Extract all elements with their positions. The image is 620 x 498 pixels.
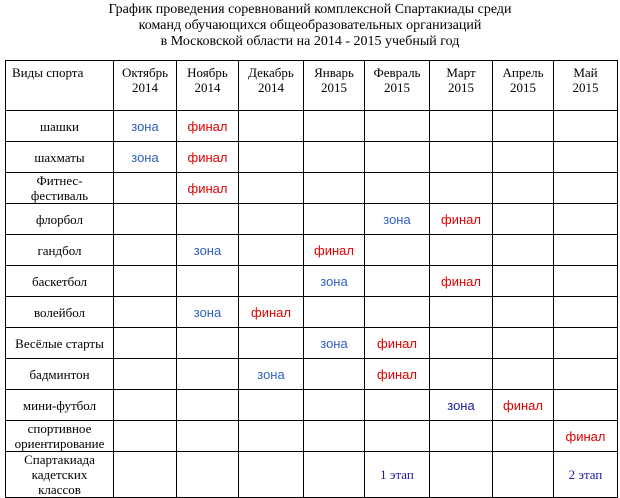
schedule-cell — [304, 173, 365, 204]
sport-name-cell — [6, 204, 114, 235]
schedule-cell — [114, 235, 177, 266]
stage-label: 2 этап — [568, 466, 603, 482]
stage-zone-label: зона — [447, 397, 475, 413]
title-line-1: График проведения соревнований комплексной Спартакиады среди — [108, 2, 512, 17]
schedule-cell — [493, 204, 554, 235]
stage-final-label: финал — [377, 366, 417, 382]
month-name: Ноябрь — [187, 65, 228, 80]
month-name: Февраль — [373, 65, 421, 80]
sport-name-line: флорбол — [35, 211, 84, 227]
month-year: 2015 — [321, 80, 347, 95]
header-month — [239, 61, 304, 111]
schedule-cell — [177, 359, 239, 390]
table-row — [6, 266, 618, 297]
schedule-cell — [177, 204, 239, 235]
schedule-cell — [177, 297, 239, 328]
stage-zone-label: зона — [320, 335, 348, 351]
sport-name-cell — [6, 235, 114, 266]
schedule-cell — [114, 173, 177, 204]
sport-name-line: волейбол — [33, 304, 86, 320]
header-month — [304, 61, 365, 111]
schedule-cell — [430, 359, 493, 390]
title-line-2: команд обучающихся общеобразовательных организаций — [138, 18, 482, 33]
sport-name-cell — [6, 142, 114, 173]
table-row — [6, 421, 618, 452]
month-year: 2015 — [510, 80, 536, 95]
sport-name-line: баскетбол — [31, 273, 88, 289]
schedule-cell — [554, 235, 618, 266]
schedule-cell — [554, 390, 618, 421]
header-month — [177, 61, 239, 111]
sport-name-line: шахматы — [34, 149, 85, 165]
schedule-cell — [304, 297, 365, 328]
stage-zone-label: зона — [383, 211, 411, 227]
schedule-cell — [493, 142, 554, 173]
schedule-cell — [365, 111, 430, 142]
sport-name-cell — [6, 328, 114, 359]
stage-zone-label: зона — [193, 242, 222, 258]
schedule-cell — [239, 421, 304, 452]
table-row — [6, 359, 618, 390]
schedule-cell — [239, 235, 304, 266]
schedule-cell — [177, 452, 239, 498]
month-name: Апрель — [502, 65, 544, 80]
schedule-cell — [430, 266, 493, 297]
schedule-cell — [430, 328, 493, 359]
month-name: Январь — [314, 65, 354, 80]
schedule-cell — [239, 452, 304, 498]
schedule-cell — [554, 359, 618, 390]
sport-name-line: мини-футбол — [22, 397, 97, 413]
schedule-cell — [304, 328, 365, 359]
schedule-cell — [430, 421, 493, 452]
table-row — [6, 204, 618, 235]
schedule-cell — [114, 328, 177, 359]
sport-name-cell — [6, 297, 114, 328]
header-month — [493, 61, 554, 111]
schedule-cell — [493, 359, 554, 390]
stage-zone-label: зона — [131, 149, 159, 165]
schedule-cell — [304, 204, 365, 235]
schedule-cell — [239, 390, 304, 421]
schedule-cell — [430, 142, 493, 173]
schedule-cell — [365, 421, 430, 452]
schedule-cell — [365, 266, 430, 297]
sport-name-line: кадетских — [31, 467, 88, 482]
schedule-cell — [177, 266, 239, 297]
schedule-cell — [304, 111, 365, 142]
month-name: Март — [446, 65, 476, 80]
schedule-cell — [304, 142, 365, 173]
table-row — [6, 328, 618, 359]
stage-final-label: финал — [565, 428, 606, 444]
sport-name-cell — [6, 421, 114, 452]
schedule-cell — [365, 142, 430, 173]
month-year: 2015 — [448, 80, 474, 95]
schedule-cell — [554, 111, 618, 142]
schedule-cell — [493, 266, 554, 297]
schedule-cell — [239, 173, 304, 204]
sport-name-line: Фитнес- — [36, 173, 83, 188]
sport-name-cell — [6, 173, 114, 204]
schedule-cell — [304, 421, 365, 452]
schedule-cell — [554, 173, 618, 204]
schedule-cell — [493, 421, 554, 452]
month-year: 2014 — [194, 80, 221, 95]
stage-final-label: финал — [314, 242, 354, 258]
header-month — [430, 61, 493, 111]
stage-final-label: финал — [187, 149, 228, 165]
schedule-cell — [365, 235, 430, 266]
schedule-cell — [239, 204, 304, 235]
sport-name-line: шашки — [39, 118, 80, 134]
schedule-cell — [554, 266, 618, 297]
schedule-cell — [493, 452, 554, 498]
schedule-cell — [304, 266, 365, 297]
schedule-cell — [114, 266, 177, 297]
stage-zone-label: зона — [193, 304, 222, 320]
sport-name-line: Спартакиада — [24, 452, 95, 467]
table-row — [6, 111, 618, 142]
sport-name-line: гандбол — [37, 242, 82, 258]
schedule-cell — [177, 421, 239, 452]
table-row — [6, 142, 618, 173]
schedule-cell — [304, 390, 365, 421]
document-title — [0, 2, 620, 50]
schedule-cell — [493, 111, 554, 142]
schedule-cell — [365, 328, 430, 359]
month-name: Октябрь — [121, 65, 169, 80]
table-row — [6, 297, 618, 328]
stage-final-label: финал — [441, 273, 481, 289]
stage-label: 1 этап — [380, 466, 414, 482]
schedule-cell — [114, 421, 177, 452]
schedule-cell — [430, 390, 493, 421]
schedule-cell — [430, 173, 493, 204]
schedule-cell — [239, 297, 304, 328]
stage-final-label: финал — [187, 180, 228, 196]
schedule-cell — [177, 142, 239, 173]
schedule-cell — [177, 111, 239, 142]
stage-final-label: финал — [187, 118, 228, 134]
schedule-cell — [177, 235, 239, 266]
schedule-cell — [493, 328, 554, 359]
header-month — [365, 61, 430, 111]
schedule-cell — [554, 421, 618, 452]
schedule-cell — [114, 204, 177, 235]
sport-name-line: фестиваль — [30, 188, 89, 203]
schedule-cell — [430, 235, 493, 266]
schedule-cell — [365, 390, 430, 421]
schedule-cell — [493, 297, 554, 328]
table-row — [6, 235, 618, 266]
schedule-cell — [177, 173, 239, 204]
schedule-cell — [114, 452, 177, 498]
schedule-cell — [239, 359, 304, 390]
schedule-cell — [493, 173, 554, 204]
schedule-cell — [114, 390, 177, 421]
sport-name-cell — [6, 452, 114, 498]
schedule-cell — [114, 111, 177, 142]
stage-final-label: финал — [503, 397, 543, 413]
sport-name-line: ориентирование — [14, 436, 105, 451]
stage-final-label: финал — [251, 304, 291, 320]
sport-name-cell — [6, 359, 114, 390]
schedule-cell — [365, 204, 430, 235]
schedule-table — [5, 60, 618, 498]
sport-name-line: классов — [38, 482, 81, 497]
schedule-cell — [114, 297, 177, 328]
schedule-cell — [365, 173, 430, 204]
schedule-cell — [430, 204, 493, 235]
schedule-cell — [365, 452, 430, 498]
schedule-cell — [554, 452, 618, 498]
table-row — [6, 173, 618, 204]
table-row — [6, 452, 618, 498]
schedule-cell — [239, 266, 304, 297]
sport-name-cell — [6, 266, 114, 297]
sport-name-line: бадминтон — [29, 366, 90, 382]
stage-zone-label: зона — [257, 366, 285, 382]
schedule-cell — [493, 390, 554, 421]
schedule-cell — [554, 204, 618, 235]
schedule-cell — [493, 235, 554, 266]
schedule-cell — [430, 297, 493, 328]
sport-name-cell — [6, 390, 114, 421]
table-row — [6, 390, 618, 421]
sport-name-cell — [6, 111, 114, 142]
stage-final-label: финал — [441, 211, 481, 227]
month-year: 2014 — [132, 80, 158, 95]
schedule-cell — [304, 359, 365, 390]
schedule-cell — [365, 359, 430, 390]
header-row — [6, 61, 618, 111]
header-sport: Виды спорта — [6, 61, 114, 111]
sport-name-line: Весёлые старты — [15, 335, 104, 351]
month-name: Май — [573, 65, 598, 80]
schedule-cell — [177, 390, 239, 421]
schedule-cell — [430, 452, 493, 498]
header-month — [114, 61, 177, 111]
schedule-cell — [304, 235, 365, 266]
schedule-body — [6, 111, 618, 498]
stage-zone-label: зона — [320, 273, 348, 289]
month-name: Декабрь — [248, 65, 294, 80]
month-year: 2015 — [384, 80, 410, 95]
schedule-cell — [177, 328, 239, 359]
schedule-cell — [239, 111, 304, 142]
month-year: 2015 — [572, 80, 599, 95]
header-month — [554, 61, 618, 111]
schedule-cell — [430, 111, 493, 142]
schedule-cell — [239, 142, 304, 173]
schedule-cell — [554, 297, 618, 328]
schedule-cell — [239, 328, 304, 359]
schedule-cell — [304, 452, 365, 498]
title-line-3: в Московской области на 2014 - 2015 учебный год — [160, 34, 460, 49]
schedule-cell — [554, 328, 618, 359]
schedule-cell — [114, 359, 177, 390]
schedule-cell — [554, 142, 618, 173]
stage-zone-label: зона — [131, 118, 159, 134]
schedule-cell — [365, 297, 430, 328]
month-year: 2014 — [258, 80, 284, 95]
schedule-cell — [114, 142, 177, 173]
stage-final-label: финал — [377, 335, 417, 351]
sport-name-line: спортивное — [27, 421, 92, 436]
